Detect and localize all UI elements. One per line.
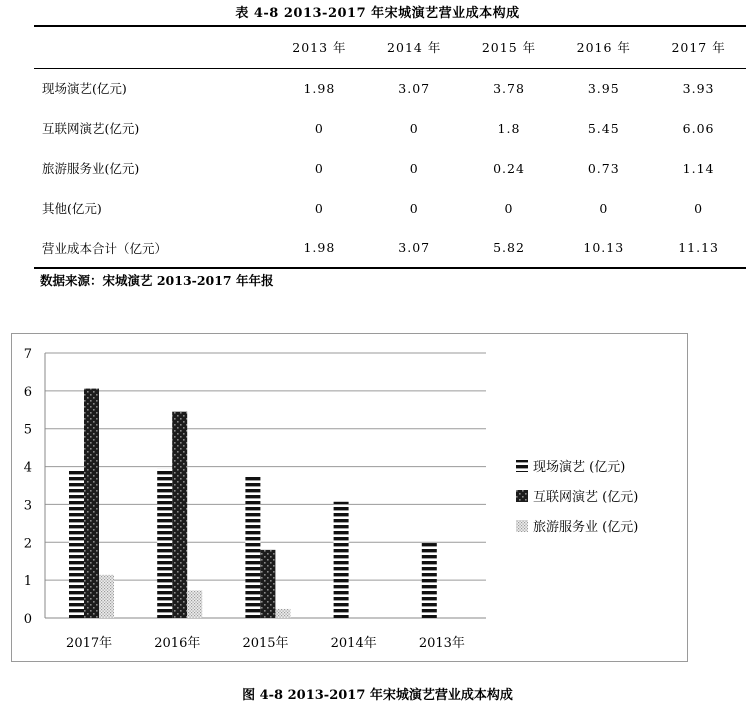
y-tick-label: 0 xyxy=(23,612,32,627)
legend xyxy=(516,459,638,535)
table-cell: 5.45 xyxy=(587,120,620,136)
table-cell: 3.07 xyxy=(398,80,431,96)
data-source-note: 数据来源：宋城演艺 2013-2017 年年报 xyxy=(40,273,274,288)
table-cell: 0.73 xyxy=(587,160,620,176)
bar xyxy=(69,469,84,618)
table-row xyxy=(34,108,746,148)
table-cell: 0 xyxy=(504,200,514,216)
header-cell: 2017 年 xyxy=(651,26,746,68)
table-cell: 1.98 xyxy=(272,228,367,268)
table-cell: 5.82 xyxy=(462,228,557,268)
table-cell: 3.07 xyxy=(367,228,462,268)
table-cell: 0.24 xyxy=(493,160,525,176)
row-label: 互联网演艺(亿元) xyxy=(42,121,140,136)
bar xyxy=(187,590,202,618)
y-tick-label: 4 xyxy=(23,460,32,476)
table-row xyxy=(34,188,746,228)
y-tick-label: 7 xyxy=(23,347,32,362)
table-cell: 0 xyxy=(409,200,419,216)
y-tick-label: 2 xyxy=(23,536,32,552)
figure-caption: 图 4-8 2013-2017 年宋城演艺营业成本构成 xyxy=(242,688,513,703)
header-cell: 2015 年 xyxy=(462,26,557,68)
table-cell: 10.13 xyxy=(556,228,651,268)
table-title: 表 4-8 2013-2017 年宋城演艺营业成本构成 xyxy=(235,6,520,21)
bar xyxy=(99,575,114,618)
x-tick-label: 2014年 xyxy=(330,636,377,651)
legend-swatch xyxy=(516,460,528,472)
table-header-row xyxy=(34,26,746,68)
legend-label: 互联网演艺 (亿元) xyxy=(533,490,639,505)
table-cell: 11.13 xyxy=(651,228,746,268)
y-tick-label: 1 xyxy=(23,574,32,590)
table-row-total xyxy=(34,228,746,268)
bar xyxy=(84,389,99,618)
x-tick-label: 2013年 xyxy=(418,636,465,651)
header-cell: 2016 年 xyxy=(556,26,651,68)
table-cell: 3.78 xyxy=(493,80,525,96)
table-cell: 0 xyxy=(314,200,324,216)
legend-swatch xyxy=(516,490,528,502)
y-tick-label: 5 xyxy=(23,422,32,438)
table-cell: 0 xyxy=(314,120,324,136)
bar xyxy=(157,468,172,618)
table-cell: 0 xyxy=(409,160,419,176)
legend-label: 旅游服务业 (亿元) xyxy=(533,520,639,535)
row-label: 营业成本合计（亿元） xyxy=(34,228,272,268)
table-cell: 0 xyxy=(409,120,419,136)
table-cell: 3.93 xyxy=(682,80,715,96)
x-tick-label: 2015年 xyxy=(242,636,289,651)
header-cell: 2014 年 xyxy=(367,26,462,68)
y-tick-label: 6 xyxy=(23,384,32,400)
y-tick-label: 3 xyxy=(23,498,32,514)
bar-chart xyxy=(11,333,688,662)
table-row xyxy=(34,68,746,108)
cost-table xyxy=(34,25,746,269)
row-label: 其他(亿元) xyxy=(42,201,102,216)
bar xyxy=(334,502,349,618)
x-tick-label: 2016年 xyxy=(154,636,201,651)
bar xyxy=(260,550,275,618)
bar xyxy=(172,412,187,618)
row-label: 现场演艺(亿元) xyxy=(42,81,127,97)
table-cell: 3.95 xyxy=(587,80,620,96)
x-tick-label: 2017年 xyxy=(66,636,113,651)
bar xyxy=(422,543,437,618)
table-cell: 1.8 xyxy=(497,120,521,136)
table-cell: 6.06 xyxy=(682,120,715,136)
header-cell: 2013 年 xyxy=(272,26,367,68)
legend-label: 现场演艺 (亿元) xyxy=(533,460,626,475)
table-row xyxy=(34,148,746,188)
table-cell: 0 xyxy=(694,200,704,216)
bar xyxy=(275,609,290,618)
header-cell xyxy=(34,26,272,68)
table-cell: 1.14 xyxy=(682,160,715,176)
bar xyxy=(245,475,260,618)
legend-swatch xyxy=(516,520,528,532)
bars xyxy=(69,389,437,618)
table-cell: 1.98 xyxy=(303,80,336,96)
table-cell: 0 xyxy=(599,200,609,216)
table-cell: 0 xyxy=(314,160,324,176)
row-label: 旅游服务业(亿元) xyxy=(42,161,140,176)
